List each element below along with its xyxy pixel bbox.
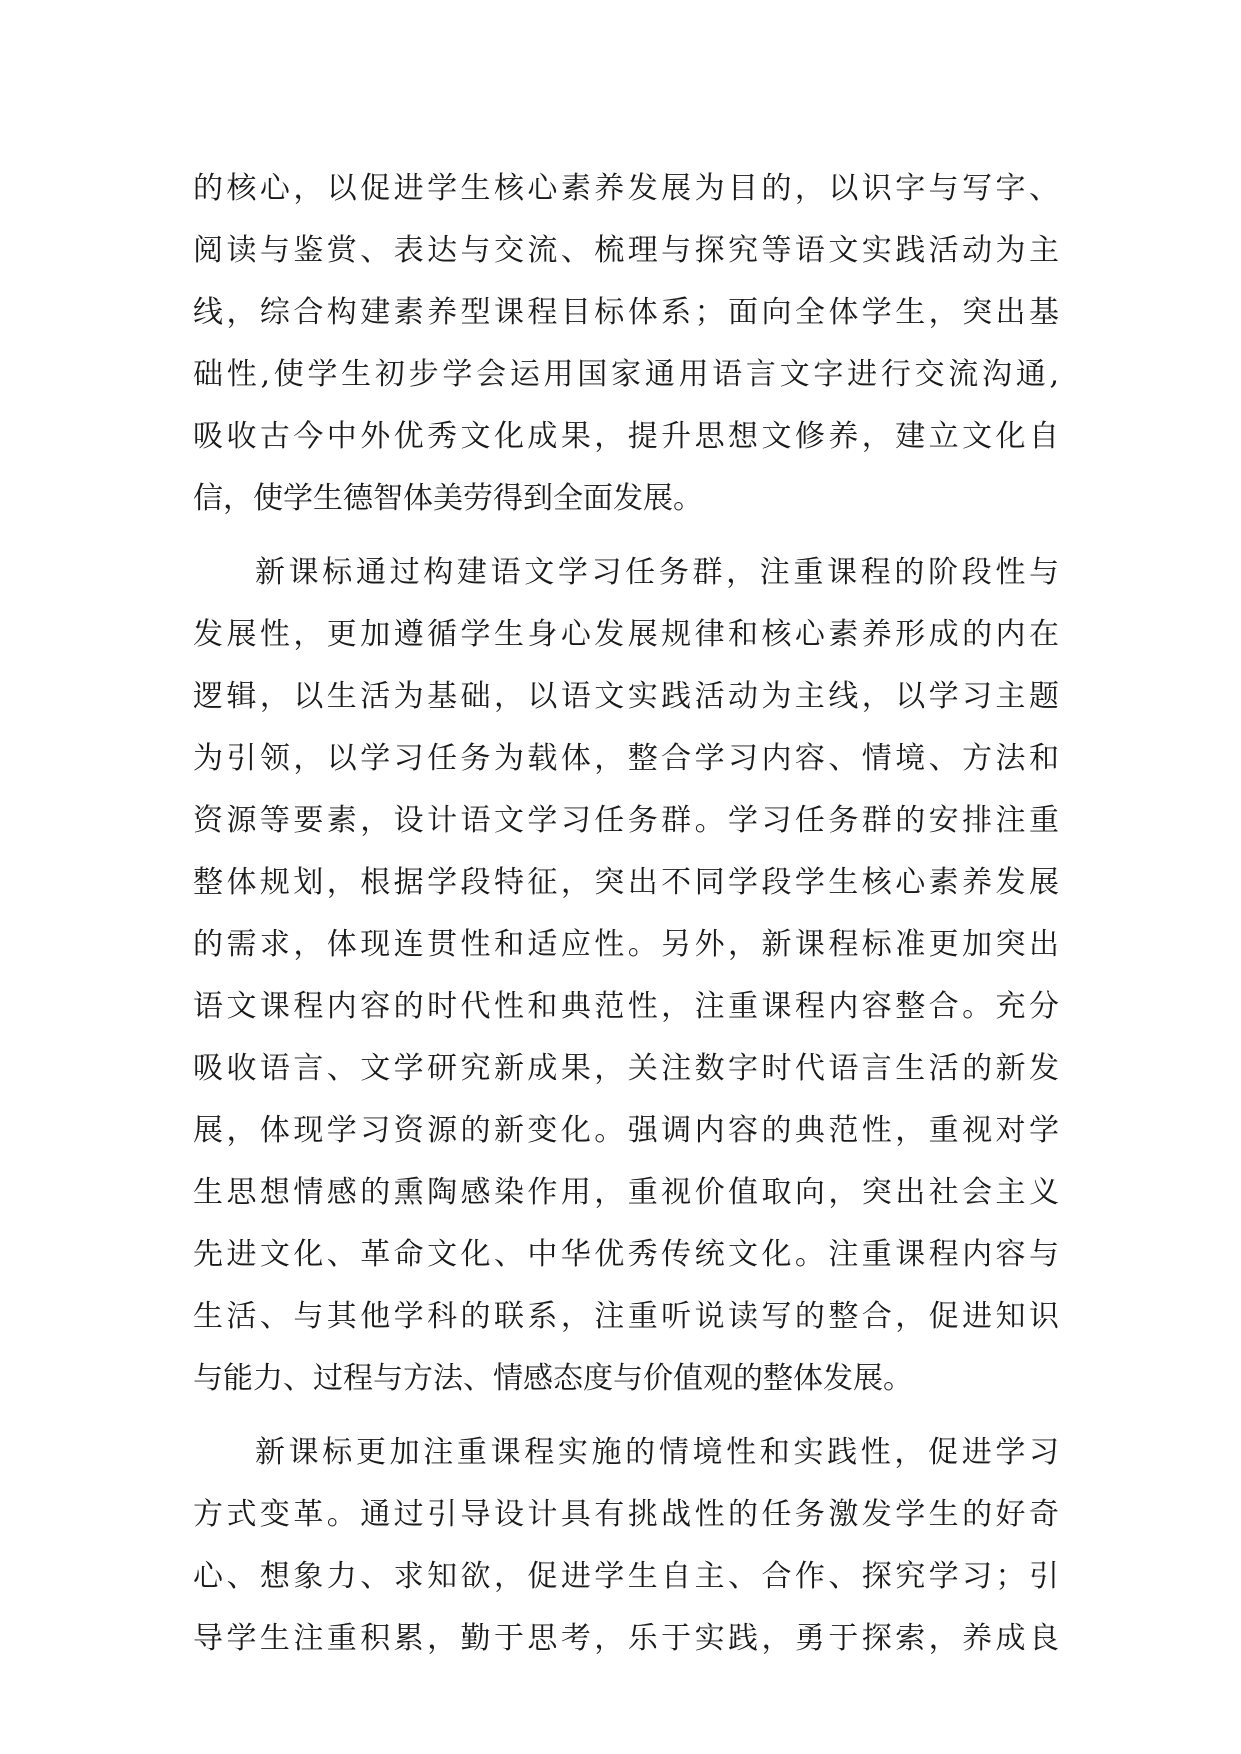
text-line: 生活、与其他学科的联系，注重听说读写的整合，促进知识 (193, 1299, 1059, 1334)
text-line: 语文课程内容的时代性和典范性，注重课程内容整合。充分 (193, 989, 1059, 1024)
document-body (193, 158, 1059, 1670)
paragraph-gap (193, 1410, 1059, 1422)
text-line: 生思想情感的熏陶感染作用，重视价值取向，突出社会主义 (193, 1175, 1059, 1210)
text-line: 逻辑，以生活为基础，以语文实践活动为主线，以学习主题 (193, 679, 1059, 714)
text-line: 发展性，更加遵循学生身心发展规律和核心素养形成的内在 (193, 617, 1059, 652)
paragraph-1 (193, 158, 1059, 530)
text-line: 的需求，体现连贯性和适应性。另外，新课程标准更加突出 (193, 927, 1059, 962)
text-line: 方式变革。通过引导设计具有挑战性的任务激发学生的好奇 (193, 1497, 1059, 1532)
text-line: 新课标更加注重课程实施的情境性和实践性，促进学习 (255, 1435, 1059, 1470)
text-line: 新课标通过构建语文学习任务群，注重课程的阶段性与 (255, 555, 1059, 590)
text-line: 阅读与鉴赏、表达与交流、梳理与探究等语文实践活动为主 (193, 233, 1059, 268)
text-line: 心、想象力、求知欲，促进学生自主、合作、探究学习；引 (193, 1559, 1059, 1594)
text-line: 的核心，以促进学生核心素养发展为目的，以识字与写字、 (193, 171, 1059, 206)
paragraph-2 (193, 542, 1059, 1410)
text-line: 与能力、过程与方法、情感态度与价值观的整体发展。 (193, 1361, 913, 1396)
text-line: 吸收古今中外优秀文化成果，提升思想文修养，建立文化自 (193, 419, 1059, 454)
text-line: 为引领，以学习任务为载体，整合学习内容、情境、方法和 (193, 741, 1059, 776)
text-line: 线，综合构建素养型课程目标体系；面向全体学生，突出基 (193, 295, 1059, 330)
paragraph-gap (193, 530, 1059, 542)
text-line: 础性,使学生初步学会运用国家通用语言文字进行交流沟通, (193, 357, 1059, 392)
text-line: 信，使学生德智体美劳得到全面发展。 (193, 481, 703, 516)
text-line: 吸收语言、文学研究新成果，关注数字时代语言生活的新发 (193, 1051, 1059, 1086)
text-line: 整体规划，根据学段特征，突出不同学段学生核心素养发展 (193, 865, 1059, 900)
text-line: 资源等要素，设计语文学习任务群。学习任务群的安排注重 (193, 803, 1059, 838)
text-line: 导学生注重积累，勤于思考，乐于实践，勇于探索，养成良 (193, 1621, 1059, 1656)
paragraph-3 (193, 1422, 1059, 1670)
text-line: 展，体现学习资源的新变化。强调内容的典范性，重视对学 (193, 1113, 1059, 1148)
text-line: 先进文化、革命文化、中华优秀传统文化。注重课程内容与 (193, 1237, 1059, 1272)
